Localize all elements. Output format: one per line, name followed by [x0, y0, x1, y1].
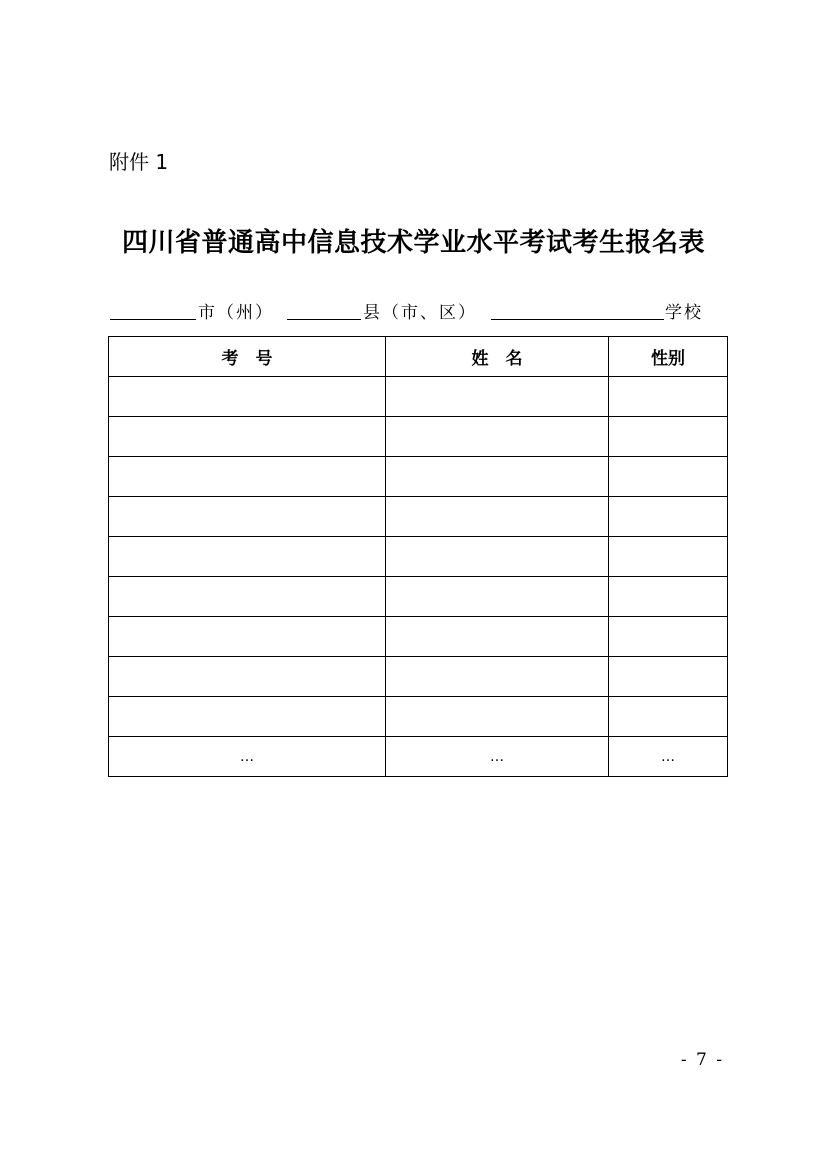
- table-row: [109, 697, 728, 737]
- table-row: [109, 497, 728, 537]
- cell-name[interactable]: [386, 617, 609, 657]
- cell-gender[interactable]: [609, 617, 728, 657]
- header-gender: 性别: [609, 337, 728, 377]
- cell-name[interactable]: [386, 497, 609, 537]
- cell-gender[interactable]: [609, 377, 728, 417]
- cell-name[interactable]: [386, 577, 609, 617]
- cell-exam-number[interactable]: [109, 497, 386, 537]
- cell-name[interactable]: [386, 697, 609, 737]
- table-row: [109, 377, 728, 417]
- header-name: 姓 名: [386, 337, 609, 377]
- county-label: 县（市、区）: [363, 303, 477, 323]
- table-row: [109, 417, 728, 457]
- header-exam-number: 考 号: [109, 337, 386, 377]
- cell-exam-number[interactable]: [109, 657, 386, 697]
- city-label: 市（州）: [198, 303, 274, 323]
- table-row: [109, 457, 728, 497]
- cell-name[interactable]: [386, 377, 609, 417]
- table-row: [109, 657, 728, 697]
- cell-gender[interactable]: [609, 537, 728, 577]
- table-row: [109, 577, 728, 617]
- cell-exam-number[interactable]: [109, 417, 386, 457]
- cell-exam-number[interactable]: [109, 697, 386, 737]
- cell-name[interactable]: [386, 537, 609, 577]
- attachment-label: 附件 1: [109, 150, 169, 174]
- table-header-row: [109, 337, 728, 377]
- school-info-line: [0, 298, 827, 324]
- cell-gender[interactable]: [609, 457, 728, 497]
- school-blank[interactable]: [491, 319, 664, 320]
- table-row: [109, 537, 728, 577]
- school-label: 学校: [665, 303, 703, 323]
- ellipsis-cell: …: [109, 737, 386, 777]
- cell-gender[interactable]: [609, 497, 728, 537]
- cell-exam-number[interactable]: [109, 537, 386, 577]
- city-blank[interactable]: [110, 319, 196, 320]
- cell-gender[interactable]: [609, 417, 728, 457]
- cell-name[interactable]: [386, 657, 609, 697]
- cell-name[interactable]: [386, 457, 609, 497]
- cell-gender[interactable]: [609, 697, 728, 737]
- table-body: [109, 377, 728, 777]
- county-blank[interactable]: [287, 319, 361, 320]
- table-row-ellipsis: [109, 737, 728, 777]
- ellipsis-cell: …: [609, 737, 728, 777]
- page-number: - 7 -: [680, 1050, 724, 1070]
- cell-name[interactable]: [386, 417, 609, 457]
- cell-exam-number[interactable]: [109, 617, 386, 657]
- cell-gender[interactable]: [609, 577, 728, 617]
- ellipsis-cell: …: [386, 737, 609, 777]
- table-row: [109, 617, 728, 657]
- cell-exam-number[interactable]: [109, 457, 386, 497]
- cell-exam-number[interactable]: [109, 577, 386, 617]
- registration-table: [108, 336, 728, 777]
- page-title: 四川省普通高中信息技术学业水平考试考生报名表: [121, 228, 705, 258]
- cell-exam-number[interactable]: [109, 377, 386, 417]
- cell-gender[interactable]: [609, 657, 728, 697]
